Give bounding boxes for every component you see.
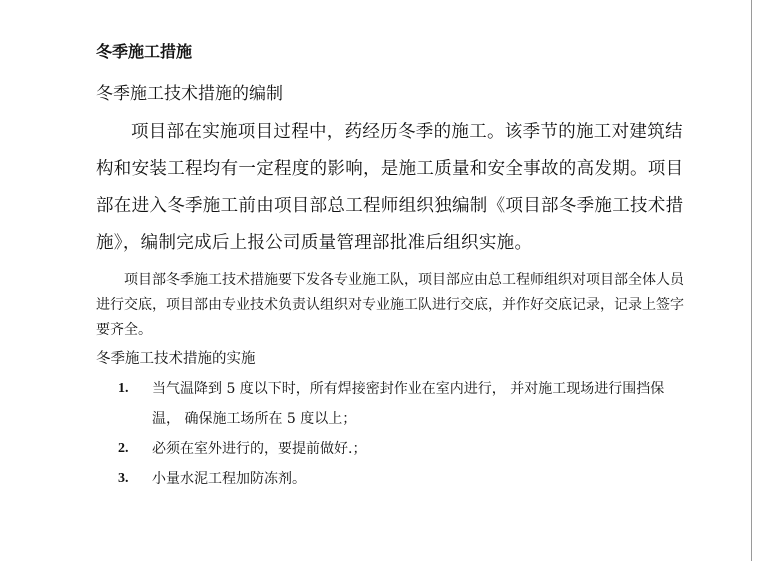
page-right-edge — [751, 0, 752, 561]
list-item — [96, 434, 686, 464]
document-title: 冬季施工措施 — [96, 42, 193, 61]
list-text: 必须在室外进行的，要提前做好.； — [152, 441, 367, 457]
list-text: 当气温降到 5 度以下时，所有焊接密封作业在室内进行， 并对施工现场进行围挡保温， 确保施工场所在 5 度以上； — [152, 381, 665, 427]
document-body — [96, 38, 686, 494]
list-number: 3. — [118, 471, 129, 486]
measures-list — [96, 374, 686, 494]
list-number: 1. — [118, 381, 129, 396]
paragraph-intro: 项目部在实施项目过程中，药经历冬季的施工。该季节的施工对建筑结构和安装工程均有一定程度的影响，是施工质量和安全事故的高发期。项目部在进入冬季施工前由项目部总工程师组织独编制《项目部冬季施工技术措施》，编制完成后上报公司质量管理部批准后组织实施。 — [96, 122, 684, 253]
list-text: 小量水泥工程加防冻剂。 — [152, 471, 306, 487]
section-heading-preparation: 冬季施工技术措施的编制 — [96, 84, 283, 104]
section-heading-implementation: 冬季施工技术措施的实施 — [96, 351, 256, 367]
list-number: 2. — [118, 441, 129, 456]
list-item — [96, 374, 686, 434]
paragraph-briefing: 项目部冬季施工技术措施要下发各专业施工队，项目部应由总工程师组织对项目部全体人员进行交底，项目部由专业技术负责认组织对专业施工队进行交底，并作好交底记录，记录上签字要齐全。 — [96, 272, 684, 338]
list-item — [96, 464, 686, 494]
